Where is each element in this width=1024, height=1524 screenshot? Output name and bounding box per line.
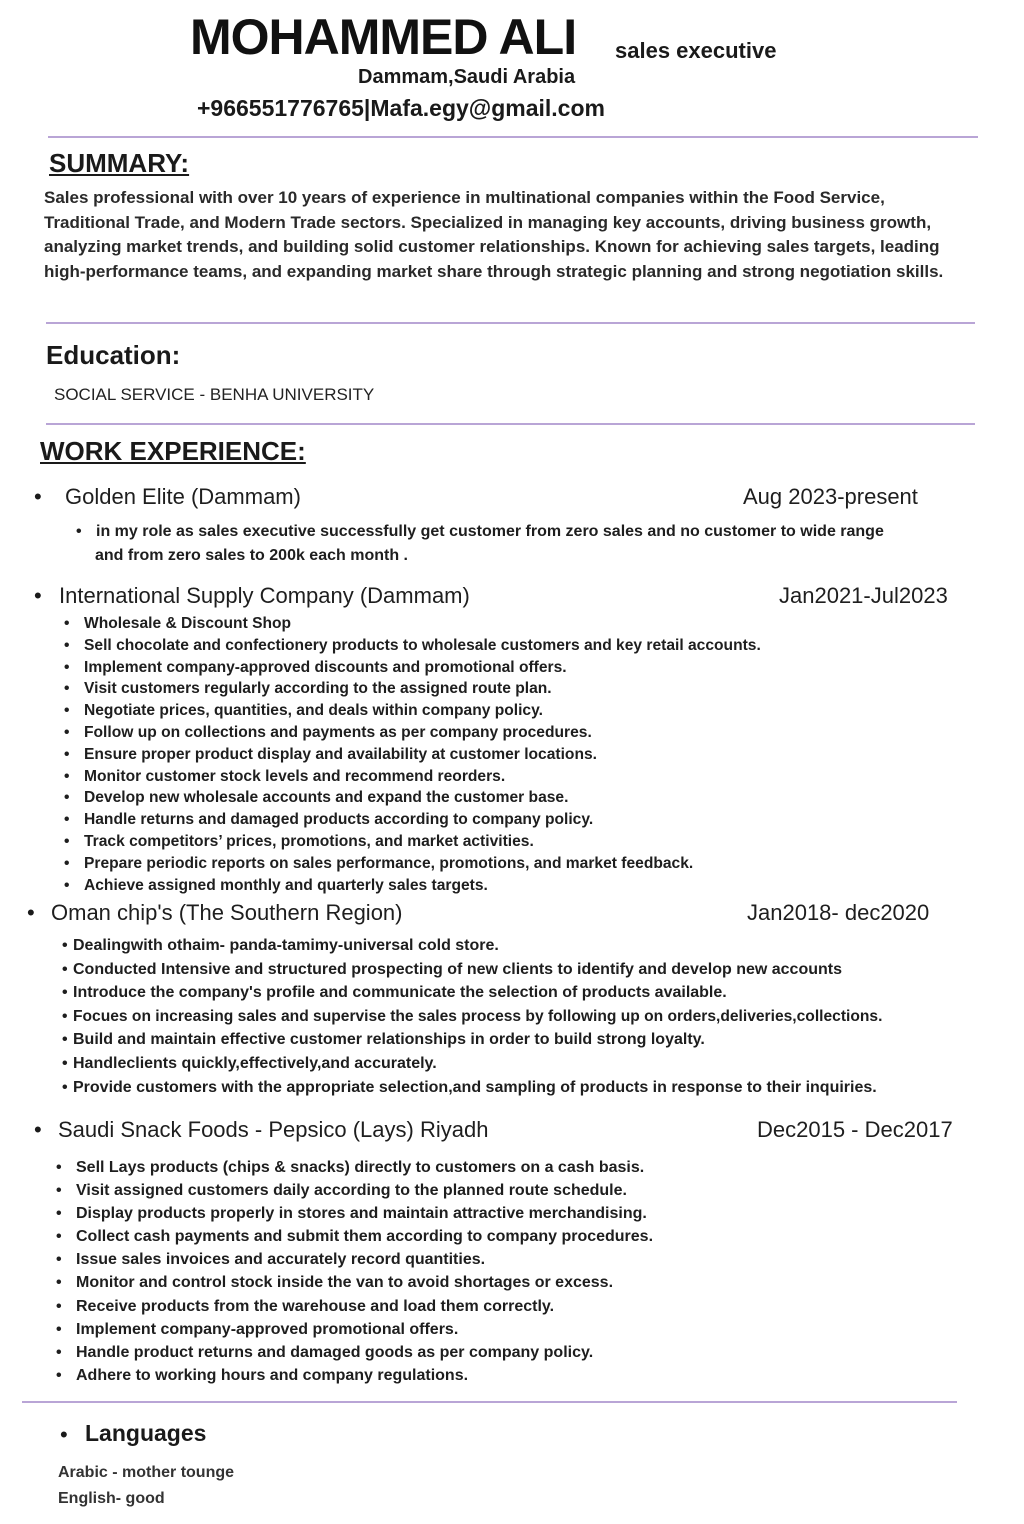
list-item: • Monitor and control stock inside the van to avoid shortages or excess. xyxy=(54,1271,653,1294)
education-item: SOCIAL SERVICE - BENHA UNIVERSITY xyxy=(54,385,375,404)
bullet: • xyxy=(34,583,42,608)
job-dates: Jan2021-Jul2023 xyxy=(779,583,948,608)
job-company: International Supply Company (Dammam) xyxy=(59,583,470,608)
list-item: • Handleclients quickly,effectively,and accurately. xyxy=(62,1052,882,1076)
list-item: • Prepare periodic reports on sales performance, promotions, and market feedback. xyxy=(58,853,761,875)
list-item: • Handle returns and damaged products according to company policy. xyxy=(58,809,761,831)
job-company: Oman chip's (The Southern Region) xyxy=(51,900,403,925)
list-item: • Negotiate prices, quantities, and deals within company policy. xyxy=(58,700,761,722)
list-item: • Implement company-approved discounts and promotional offers. xyxy=(58,657,761,679)
list-item: • Implement company-approved promotional offers. xyxy=(54,1318,653,1341)
language-item: Arabic - mother tounge xyxy=(58,1464,235,1481)
list-item: • Provide customers with the appropriate selection,and sampling of products in response to their inquiries. xyxy=(62,1076,882,1100)
job-title: sales executive xyxy=(615,38,777,63)
job-bullets xyxy=(72,520,884,568)
divider xyxy=(22,1401,957,1403)
education-heading: Education: xyxy=(46,340,181,370)
list-item: • Build and maintain effective customer relationships in order to build strong loyalty. xyxy=(62,1028,882,1052)
list-item: • Issue sales invoices and accurately record quantities. xyxy=(54,1248,653,1271)
contact-info: +966551776765|Mafa.egy@gmail.com xyxy=(197,95,605,121)
candidate-name: MOHAMMED ALI xyxy=(190,9,577,65)
list-item: • Adhere to working hours and company regulations. xyxy=(54,1364,653,1387)
list-item: • Collect cash payments and submit them according to company procedures. xyxy=(54,1225,653,1248)
list-item: • Receive products from the warehouse and load them correctly. xyxy=(54,1295,653,1318)
list-item: • Monitor customer stock levels and recommend reorders. xyxy=(58,766,761,788)
job-bullets xyxy=(62,934,882,1099)
list-item: • Handle product returns and damaged goods as per company policy. xyxy=(54,1341,653,1364)
job-company: Golden Elite (Dammam) xyxy=(65,484,301,509)
summary-heading: SUMMARY: xyxy=(49,148,190,178)
divider xyxy=(48,136,978,138)
list-item: • Display products properly in stores and maintain attractive merchandising. xyxy=(54,1202,653,1225)
bullet: • xyxy=(34,1117,42,1142)
list-item: • Track competitors’ prices, promotions, and market activities. xyxy=(58,831,761,853)
languages-heading: Languages xyxy=(85,1420,207,1446)
list-item: • Sell Lays products (chips & snacks) directly to customers on a cash basis. xyxy=(54,1156,653,1179)
divider xyxy=(46,423,975,425)
list-item: • Visit assigned customers daily according to the planned route schedule. xyxy=(54,1179,653,1202)
list-item: and from zero sales to 200k each month . xyxy=(95,547,408,564)
list-item: • Ensure proper product display and availability at customer locations. xyxy=(58,744,761,766)
work-heading: WORK EXPERIENCE: xyxy=(40,436,306,466)
bullet: • xyxy=(27,900,35,925)
list-item: • Conducted Intensive and structured prospecting of new clients to identify and develop new accounts xyxy=(62,958,882,982)
bullet: • xyxy=(34,484,42,509)
list-item: • Dealingwith othaim- panda-tamimy-universal cold store. xyxy=(62,934,882,958)
bullet: • xyxy=(60,1422,68,1447)
summary-text: Sales professional with over 10 years of experience in multinational companies within the Food Service, Traditional Trade, and Modern Trade sectors. Specialized in managing key accounts, driving business growth, analyzing market trends, and building solid customer relationships. Known for achieving sales targets, leading high-performance teams, and expanding market share through strategic planning and strong negotiation skills. xyxy=(44,188,944,281)
job-company: Saudi Snack Foods - Pepsico (Lays) Riyadh xyxy=(58,1117,489,1142)
job-dates: Dec2015 - Dec2017 xyxy=(757,1117,953,1142)
list-item: • Visit customers regularly according to the assigned route plan. xyxy=(58,678,761,700)
list-item: • in my role as sales executive successfully get customer from zero sales and no customer to wide range xyxy=(72,520,884,544)
list-item: • Sell chocolate and confectionery products to wholesale customers and key retail accounts. xyxy=(58,635,761,657)
language-item: English- good xyxy=(58,1490,165,1507)
job-dates: Aug 2023-present xyxy=(743,484,918,509)
list-item: • Follow up on collections and payments as per company procedures. xyxy=(58,722,761,744)
job-bullets xyxy=(58,613,761,896)
list-item: • Wholesale & Discount Shop xyxy=(58,613,761,635)
location: Dammam,Saudi Arabia xyxy=(358,66,576,88)
divider xyxy=(46,322,975,324)
job-dates: Jan2018- dec2020 xyxy=(747,900,930,925)
list-item: • Focues on increasing sales and supervise the sales process by following up on orders,deliveries,collections. xyxy=(62,1005,882,1029)
list-item: • Achieve assigned monthly and quarterly sales targets. xyxy=(58,875,761,897)
list-item: • Introduce the company's profile and communicate the selection of products available. xyxy=(62,981,882,1005)
job-bullets xyxy=(54,1156,653,1387)
list-item: • Develop new wholesale accounts and expand the customer base. xyxy=(58,787,761,809)
